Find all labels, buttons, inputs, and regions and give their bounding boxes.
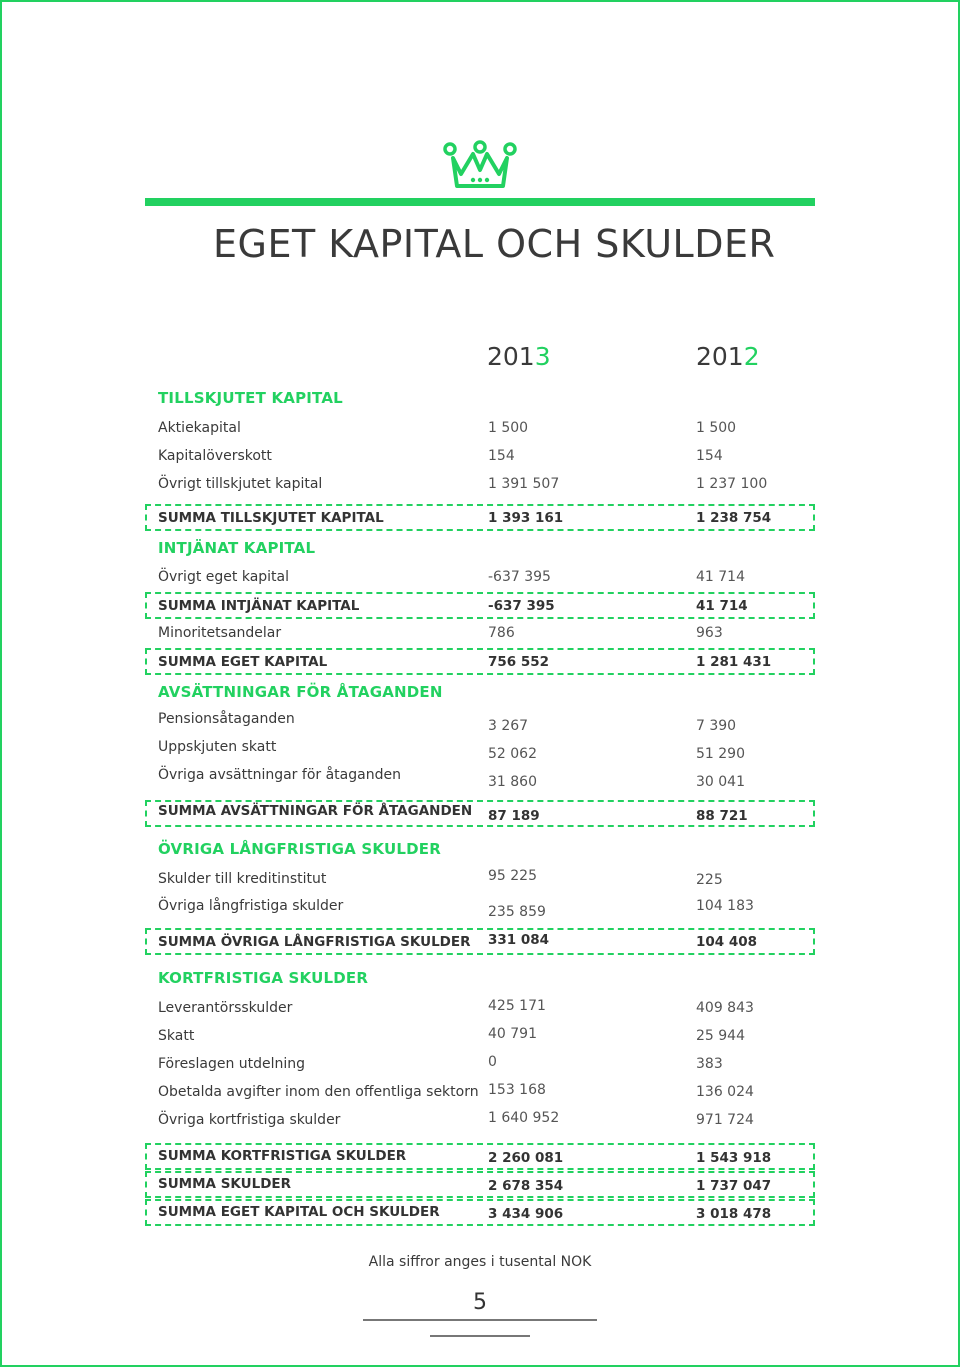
row-label: Leverantörsskulder xyxy=(158,1000,293,1017)
year-accent: 3 xyxy=(534,342,551,371)
sum-row xyxy=(145,1143,815,1170)
section-heading-tillskjutet: TILLSKJUTET KAPITAL xyxy=(158,389,343,407)
sum-row xyxy=(145,648,815,675)
value-2012: 154 xyxy=(696,448,723,464)
table-row xyxy=(145,620,815,646)
value-2013: 87 189 xyxy=(488,807,540,824)
value-2012: 971 724 xyxy=(696,1111,754,1128)
value-2012: 963 xyxy=(696,625,723,641)
value-2012: 1 543 918 xyxy=(696,1149,772,1166)
table-row xyxy=(145,1106,815,1132)
value-2013: 331 084 xyxy=(488,931,550,948)
page-number: 5 xyxy=(473,1290,487,1315)
sum-row xyxy=(145,800,815,827)
table-row xyxy=(145,894,815,920)
year-accent: 2 xyxy=(743,342,760,371)
value-2013: 1 393 161 xyxy=(488,509,564,526)
sum-row xyxy=(145,928,815,955)
year-header-2013 xyxy=(487,342,551,371)
value-2012: 104 408 xyxy=(696,933,758,950)
sum-row xyxy=(145,1199,815,1226)
section-heading-langfristiga: ÖVRIGA LÅNGFRISTIGA SKULDER xyxy=(158,840,441,858)
value-2013: -637 395 xyxy=(488,569,551,585)
value-2012: 1 500 xyxy=(696,420,737,436)
table-row xyxy=(145,471,815,497)
row-label: SUMMA TILLSKJUTET KAPITAL xyxy=(158,509,384,526)
value-2013: 31 860 xyxy=(488,773,537,790)
value-2012: 88 721 xyxy=(696,807,748,824)
row-label: Övriga avsättningar för åtaganden xyxy=(158,767,401,784)
value-2012: 7 390 xyxy=(696,717,737,734)
value-2013: 1 500 xyxy=(488,420,529,436)
year-main: 201 xyxy=(696,342,744,371)
table-row xyxy=(145,709,815,735)
row-label: Skatt xyxy=(158,1028,195,1045)
row-label: Minoritetsandelar xyxy=(158,625,282,641)
value-2013: -637 395 xyxy=(488,597,555,614)
value-2012: 1 281 431 xyxy=(696,653,772,670)
row-label: SUMMA SKULDER xyxy=(158,1176,292,1193)
footnote: Alla siffror anges i tusental NOK xyxy=(368,1254,592,1270)
value-2012: 25 944 xyxy=(696,1027,745,1044)
year-header-2012 xyxy=(696,342,760,371)
table-row xyxy=(145,1022,815,1048)
row-label: SUMMA ÖVRIGA LÅNGFRISTIGA SKULDER xyxy=(158,933,471,950)
value-2012: 30 041 xyxy=(696,773,745,790)
value-2012: 104 183 xyxy=(696,897,754,914)
row-label: SUMMA INTJÄNAT KAPITAL xyxy=(158,597,360,614)
value-2013: 756 552 xyxy=(488,653,550,670)
header-bar xyxy=(145,198,815,206)
row-label: Aktiekapital xyxy=(158,420,241,436)
value-2013: 2 678 354 xyxy=(488,1177,564,1194)
row-label: Övriga kortfristiga skulder xyxy=(158,1112,341,1129)
value-2013: 235 859 xyxy=(488,903,546,920)
row-label: Övriga långfristiga skulder xyxy=(158,897,344,914)
value-2013: 3 434 906 xyxy=(488,1205,564,1222)
row-label: Övrigt eget kapital xyxy=(158,569,290,585)
page-title: EGET KAPITAL OCH SKULDER xyxy=(213,222,776,266)
value-2012: 136 024 xyxy=(696,1083,754,1100)
row-label: Kapitalöverskott xyxy=(158,448,272,464)
section-heading-avsattningar: AVSÄTTNINGAR FÖR ÅTAGANDEN xyxy=(158,683,443,701)
row-label: Skulder till kreditinstitut xyxy=(158,871,327,887)
row-label: Pensionsåtaganden xyxy=(158,711,295,728)
value-2013: 2 260 081 xyxy=(488,1149,564,1166)
table-row xyxy=(145,1078,815,1104)
value-2012: 1 237 100 xyxy=(696,476,768,492)
sum-row xyxy=(145,592,815,619)
table-row xyxy=(145,994,815,1020)
sum-row xyxy=(145,504,815,531)
value-2013: 3 267 xyxy=(488,717,529,734)
footer-divider xyxy=(430,1335,530,1337)
crown-icon xyxy=(443,140,517,190)
row-label: Föreslagen utdelning xyxy=(158,1056,306,1073)
footer-divider xyxy=(363,1319,597,1321)
value-2012: 41 714 xyxy=(696,569,745,585)
sum-row xyxy=(145,1171,815,1198)
value-2012: 1 737 047 xyxy=(696,1177,772,1194)
value-2012: 383 xyxy=(696,1055,723,1072)
year-main: 201 xyxy=(487,342,535,371)
table-row xyxy=(145,564,815,590)
value-2013: 154 xyxy=(488,448,515,464)
table-row xyxy=(145,415,815,441)
row-label: SUMMA EGET KAPITAL xyxy=(158,653,328,670)
value-2013: 52 062 xyxy=(488,745,537,762)
row-label: Övrigt tillskjutet kapital xyxy=(158,476,323,492)
value-2013: 0 xyxy=(488,1054,497,1071)
table-row xyxy=(145,866,815,892)
value-2013: 40 791 xyxy=(488,1026,537,1043)
value-2012: 3 018 478 xyxy=(696,1205,772,1222)
table-row xyxy=(145,765,815,791)
value-2013: 786 xyxy=(488,625,515,641)
value-2013: 1 640 952 xyxy=(488,1110,560,1127)
value-2013: 153 168 xyxy=(488,1082,546,1099)
row-label: Uppskjuten skatt xyxy=(158,739,277,756)
section-heading-kortfristiga: KORTFRISTIGA SKULDER xyxy=(158,969,369,987)
value-2013: 1 391 507 xyxy=(488,476,560,492)
row-label: Obetalda avgifter inom den offentliga sektorn xyxy=(158,1084,479,1101)
value-2013: 425 171 xyxy=(488,998,546,1015)
row-label: SUMMA EGET KAPITAL OCH SKULDER xyxy=(158,1204,440,1221)
value-2013: 95 225 xyxy=(488,868,537,885)
table-row xyxy=(145,443,815,469)
table-row xyxy=(145,1050,815,1076)
row-label: SUMMA KORTFRISTIGA SKULDER xyxy=(158,1148,407,1165)
value-2012: 409 843 xyxy=(696,999,754,1016)
value-2012: 41 714 xyxy=(696,597,748,614)
section-heading-intjanat: INTJÄNAT KAPITAL xyxy=(158,539,316,557)
value-2012: 51 290 xyxy=(696,745,745,762)
row-label: SUMMA AVSÄTTNINGAR FÖR ÅTAGANDEN xyxy=(158,803,473,820)
value-2012: 1 238 754 xyxy=(696,509,772,526)
value-2012: 225 xyxy=(696,871,723,888)
table-row xyxy=(145,737,815,763)
